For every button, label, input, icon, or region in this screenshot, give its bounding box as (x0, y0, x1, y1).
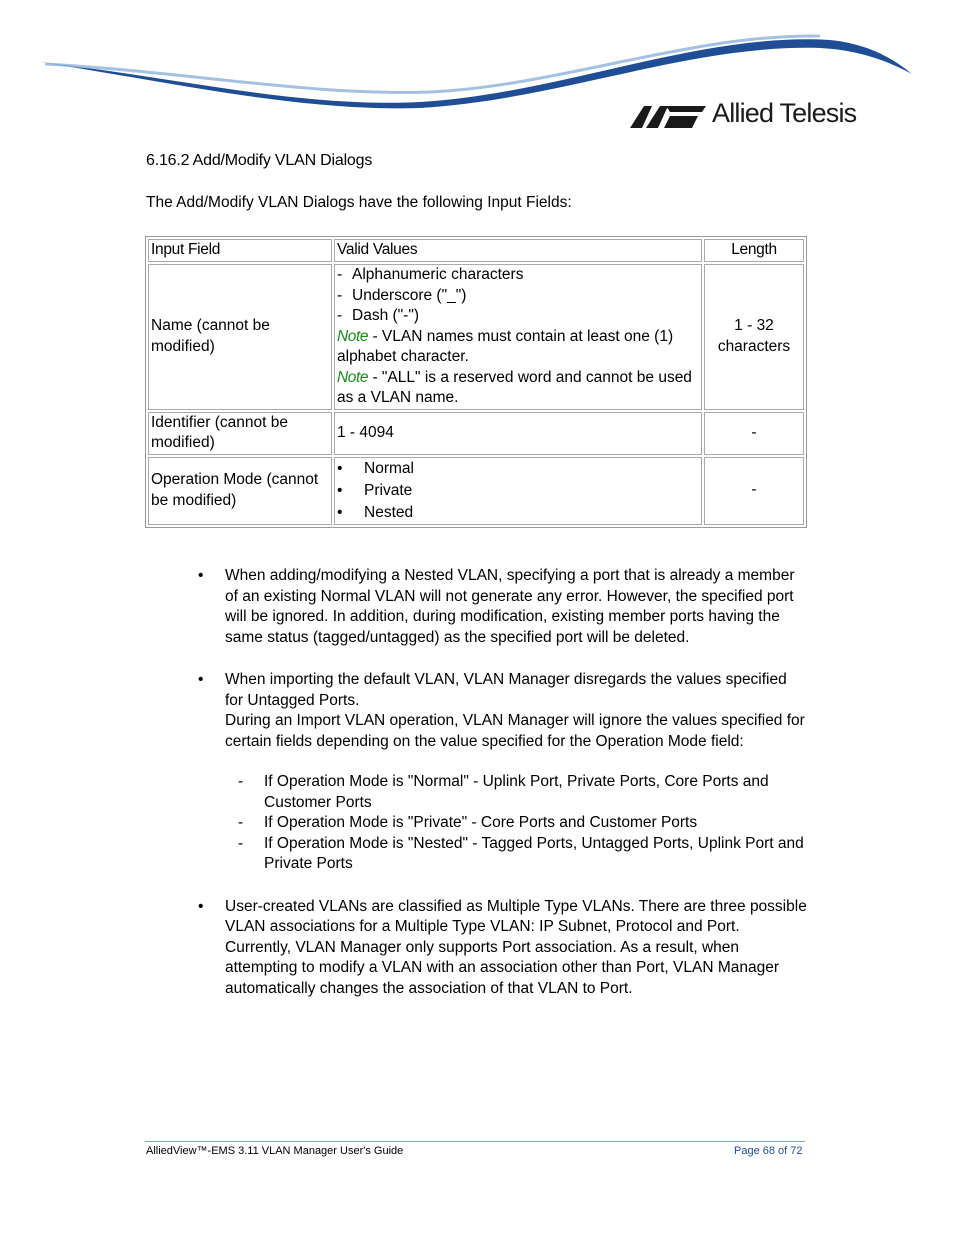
list-item: • When importing the default VLAN, VLAN Manager disregards the values specified for Untagged Ports. During an Import VLAN operation, VLAN Manager will ignore the values specified for certain fields depending on the value specified for the Operation Mode field: - If Operation Mode is "Normal" - Uplink Port, Private Ports, Core Ports and Customer Ports - If Operation Mode is "Private" - Core Ports and Customer Ports - If Operation Mode is "Nested" - Tagged Ports, Untagged Ports, Uplink Port and Private Ports (196, 670, 808, 875)
logo-text: Allied Telesis (712, 98, 857, 128)
table-row (148, 457, 804, 525)
length-cell: 1 - 32 characters (704, 264, 804, 410)
bullet-icon: • (198, 671, 204, 688)
list-item: • User-created VLANs are classified as Multiple Type VLANs. There are three possible VLAN associations for a Multiple Type VLAN: IP Subnet, Protocol and Port. Currently, VLAN Manager only supports Port association. As a result, when attempting to modify a VLAN with an association other than Port, VLAN Manager automatically changes the association of that VLAN to Port. (198, 897, 807, 997)
logo-mark-icon (630, 102, 710, 132)
list-item: • Nested (337, 503, 414, 521)
intro-text: The Add/Modify VLAN Dialogs have the following Input Fields: (146, 194, 572, 211)
allied-telesis-logo (630, 100, 870, 134)
length-cell: - (704, 457, 804, 525)
bullet-icon: • (198, 567, 204, 584)
sub-list-item: - If Operation Mode is "Nested" - Tagged Ports, Untagged Ports, Uplink Port and Private Ports (238, 834, 804, 872)
table-row (148, 264, 804, 410)
values-cell (334, 264, 702, 410)
notes-list (196, 566, 808, 1021)
input-fields-table (145, 236, 807, 528)
sub-list-item: - If Operation Mode is "Private" - Core Ports and Customer Ports (238, 814, 698, 831)
list-item: • Normal (337, 459, 414, 477)
header-valid-values: Valid Values (334, 239, 702, 262)
values-cell (334, 457, 702, 525)
footer-divider (145, 1141, 805, 1142)
note-2: Note - "ALL" is a reserved word and cannot be used as a VLAN name. (337, 368, 692, 406)
bullet-icon: • (198, 897, 204, 915)
length-cell: - (704, 412, 804, 455)
note-label: Note (337, 368, 369, 386)
list-item: - Underscore ("_") (337, 286, 467, 304)
sub-list-item: - If Operation Mode is "Normal" - Uplink Port, Private Ports, Core Ports and Customer Ports (238, 773, 769, 811)
page-number: Page 68 of 72 (734, 1145, 803, 1157)
list-item: • When adding/modifying a Nested VLAN, specifying a port that is already a member of an existing Normal VLAN will not generate any error. However, the specified port will be ignored. In addition, during modification, existing member ports having the same status (tagged/untagged) as the specified port will be deleted. (198, 567, 795, 646)
table-row (148, 412, 804, 455)
field-cell: Name (cannot be modified) (148, 264, 332, 410)
header-length: Length (704, 239, 804, 262)
list-item: - Alphanumeric characters (337, 266, 524, 283)
note-label: Note (337, 327, 369, 345)
note-1: Note - VLAN names must contain at least one (1) alphabet character. (337, 327, 674, 365)
values-cell: 1 - 4094 (334, 412, 702, 455)
table-header-row (148, 239, 804, 262)
header-input-field: Input Field (148, 239, 332, 262)
field-cell: Identifier (cannot be modified) (148, 412, 332, 455)
footer-title: AlliedView™-EMS 3.11 VLAN Manager User's Guide (146, 1145, 404, 1157)
list-item: - Dash ("-") (337, 307, 419, 324)
list-item: • Private (337, 481, 413, 499)
field-cell: Operation Mode (cannot be modified) (148, 457, 332, 525)
section-title: 6.16.2 Add/Modify VLAN Dialogs (146, 152, 373, 169)
